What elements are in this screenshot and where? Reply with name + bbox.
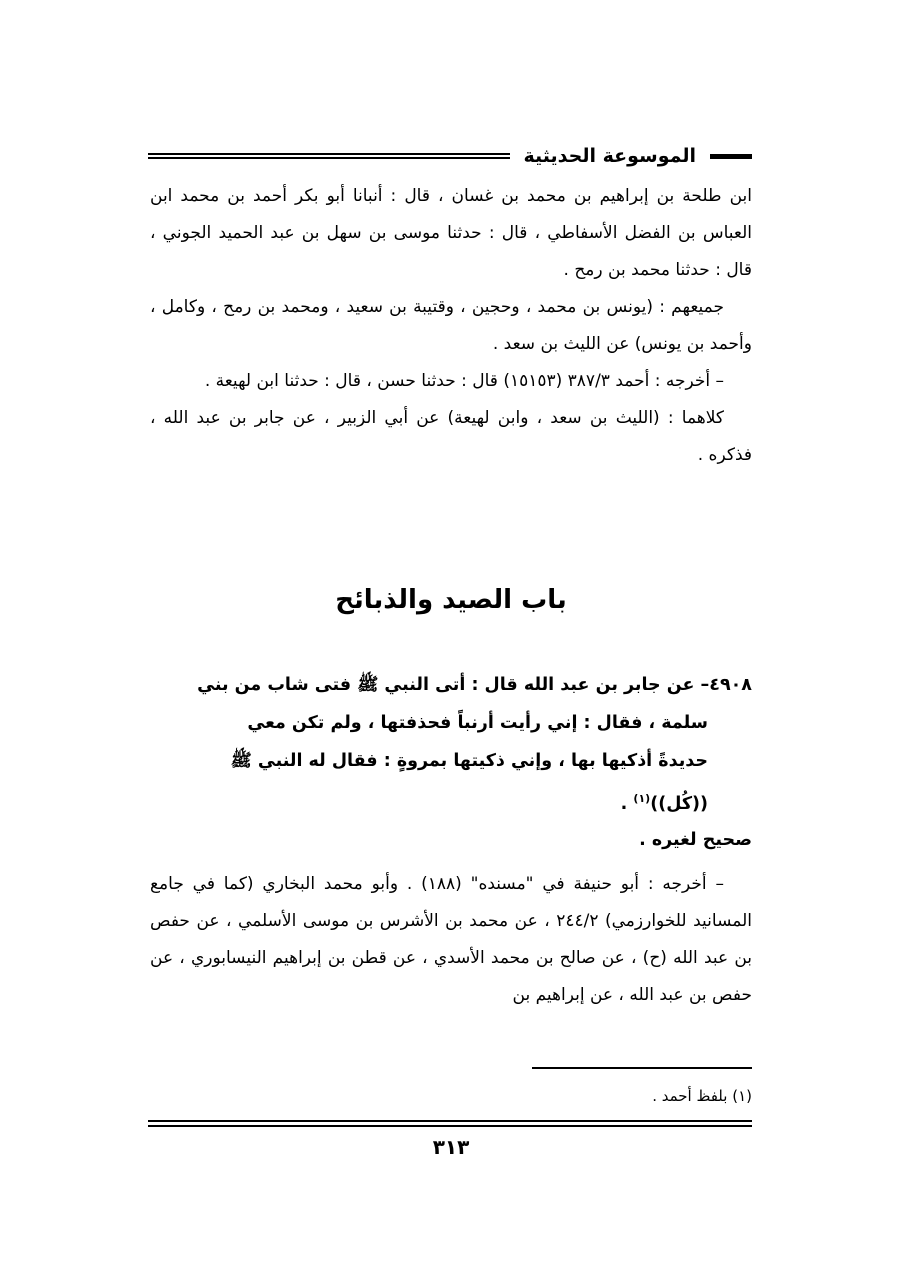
footnote: (١) بلفظ أحمد . (652, 1087, 752, 1105)
hadith-text (190, 666, 752, 823)
hadith-line-1: ٤٩٠٨– عن جابر بن عبد الله قال : أتى النبي ﷺ فتى شاب من بني (197, 675, 752, 695)
hadith-line-3: حديدةً أذكيها بها ، وإني ذكيتها بمروةٍ : فقال له النبي ﷺ (230, 751, 708, 771)
bottom-rule (148, 1120, 752, 1127)
hadith-quote: ((كُل)) (650, 793, 708, 814)
top-text-block (150, 178, 752, 474)
paragraph-isnad-2: جميعهم : (يونس بن محمد ، وحجين ، وقتيبة بن سعيد ، ومحمد بن رمح ، وكامل ، وأحمد بن يونس) عن الليث بن سعد . (150, 297, 752, 354)
hadith-line-end: . (620, 793, 634, 814)
paragraph-isnad-1: ابن طلحة بن إبراهيم بن محمد بن غسان ، قال : أنبانا أبو بكر أحمد بن محمد ابن العباس بن الفضل الأسفاطي ، قال : حدثنا موسى بن سهل بن عبد الحميد الجوني ، قال : حدثنا محمد بن رمح . (150, 186, 752, 280)
running-header (148, 143, 752, 169)
hadith-line-4 (190, 780, 752, 823)
header-short-rule (710, 154, 752, 159)
hadith-line-2: سلمة ، فقال : إني رأيت أرنباً فحذفتها ، ولم تكن معي (247, 713, 708, 733)
footnote-reference: (١) (633, 792, 651, 805)
paragraph-isnad-4: كلاهما : (الليث بن سعد ، وابن لهيعة) عن أبي الزبير ، عن جابر بن عبد الله ، فذكره . (150, 408, 752, 465)
page-number: ٣١٣ (432, 1135, 470, 1159)
chapter-title: باب الصيد والذبائح (335, 585, 567, 615)
paragraph-isnad-3: – أخرجه : أحمد ٣٨٧/٣ (١٥١٥٣) قال : حدثنا حسن ، قال : حدثنا ابن لهيعة . (204, 371, 724, 391)
bottom-text-block (150, 866, 752, 1014)
footnote-separator (532, 1067, 752, 1069)
paragraph-takhrij: – أخرجه : أبو حنيفة في "مسنده" (١٨٨) . وأبو محمد البخاري (كما في جامع المسانيد للخوارزمي) ٢٤٤/٢ ، عن محمد بن الأشرس بن موسى الأسلمي ، عن حفص بن عبد الله (ح) ، عن صالح بن محمد الأسدي ، عن قطن بن إبراهيم النيسابوري ، عن حفص بن عبد الله ، عن إبراهيم بن (150, 874, 752, 1005)
hadith-grade: صحيح لغيره . (639, 830, 752, 850)
header-title: الموسوعة الحديثية (523, 145, 696, 167)
header-long-rule (148, 153, 510, 159)
